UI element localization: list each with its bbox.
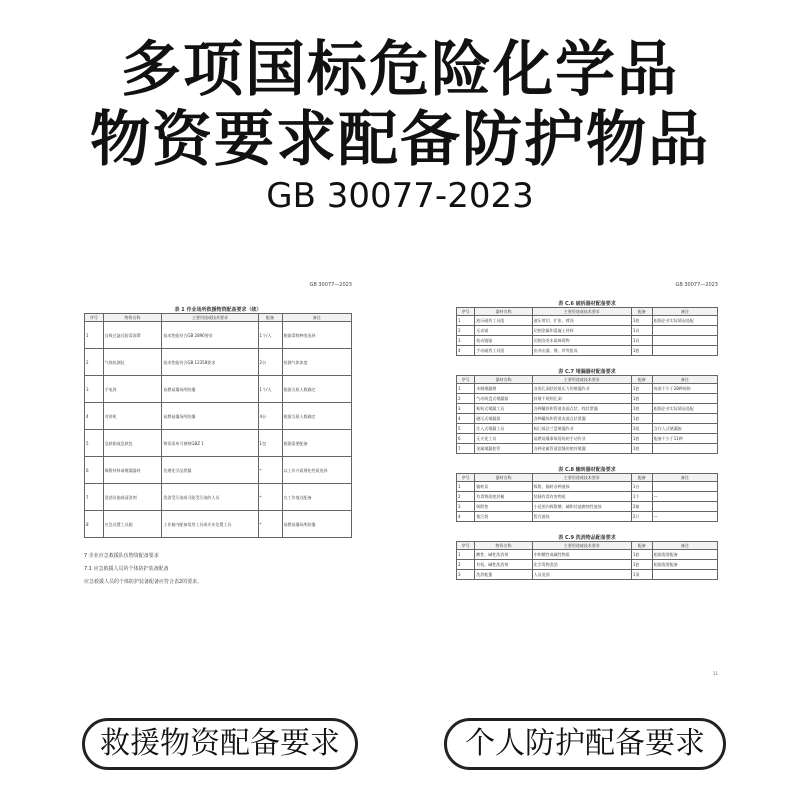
right-table-caption: 表 C.6 破拆器材配备要求 [558,301,616,307]
right-table-caption: 表 C.8 输转器材配备要求 [558,467,616,473]
table-row [457,550,718,560]
title-line-1: 多项国标危险化学品 [121,35,679,105]
table-cell: 检测气体浓度 [282,349,351,376]
table-header-cell: 主要用途或技术要求 [532,474,631,482]
table-cell: 注入式堵漏工具 [475,424,532,434]
table-cell: 物资清单可参照GBZ 1 [162,430,258,457]
table-cell: 1 [457,384,475,394]
table-cell: 吸附垫 [475,502,532,512]
table-cell: 2 [457,560,475,570]
table-cell: 根据当班人数确定 [282,376,351,403]
right-table-caption: 表 C.9 洗消物品配备要求 [558,535,616,541]
table-cell [652,502,717,512]
table-cell [652,482,717,492]
table-row [457,482,718,492]
table-cell: 技术性能符合GB 2890要求 [162,322,258,349]
table-header-cell: 器材名称 [475,376,532,384]
table-cell: 2只 [631,512,652,522]
table-cell: 8 [85,511,104,538]
table-cell: 4 [457,346,475,356]
table-cell: 每套不少于28种规格 [652,384,717,394]
table-header-cell: 物资名称 [103,314,162,322]
table-header-cell: 序号 [457,474,475,482]
right-page-number: 11 [712,671,718,676]
table-row [457,404,718,414]
table-cell: 4 [85,403,104,430]
table-cell: * [258,457,282,484]
table-cell: 6 [457,434,475,444]
table-cell: 洗消受污染或可能受污染的人员 [162,484,258,511]
table-cell: 对讲机 [103,403,162,430]
table-row [457,394,718,404]
left-table [84,313,352,538]
table-cell: 7 [457,444,475,454]
table-row [85,376,352,403]
table-header-cell: 主要用途或技术要求 [532,308,631,316]
table-row [85,511,352,538]
table-header-cell: 备注 [652,542,717,550]
table-cell: 1 [457,316,475,326]
table-cell: 1套 [631,550,652,560]
table-cell: 1套 [631,444,652,454]
table-cell: 2箱 [631,502,652,512]
table-header-cell: 备注 [282,314,351,322]
table-row [457,414,718,424]
table-cell: 输转泵 [475,482,532,492]
table-row [457,316,718,326]
table-cell: 1顶 [631,570,652,580]
table-cell: 无火花工具 [475,434,532,444]
table-cell: 1套 [631,384,652,394]
table-row [457,434,718,444]
table-cell: 有毒物质密封桶 [475,492,532,502]
table-row [457,326,718,336]
table-cell: 易燃易爆场所防爆 [162,403,258,430]
personal-protection-label: 个人防护配备要求 [444,718,726,770]
right-document-page [452,278,722,678]
table-cell: 5 [85,430,104,457]
table-header-cell: 备注 [652,474,717,482]
left-section-text: 应急救援人员的个体防护装备配备应符合表2的要求。 [84,579,203,585]
table-cell: 2 [457,326,475,336]
table-row [85,430,352,457]
table-cell: 无齿锯 [475,326,532,336]
table-row [457,444,718,454]
table-header-cell: 主要用途或技术要求 [162,314,258,322]
table-cell: 有机、碱性洗消剂 [475,560,532,570]
table-cell: 处理化学品泄漏 [162,457,258,484]
table-cell: 1具 [631,336,652,346]
table-cell: 1套 [631,414,652,424]
right-page-header: GB 30077—2023 [675,282,718,288]
table-cell: 1组 [631,424,652,434]
table-cell: 4 [457,414,475,424]
left-page-header: GB 30077—2023 [309,282,352,288]
left-table-caption: 表 1 作业场所救援物资配备要求（续） [174,307,262,313]
table-header-cell: 器材名称 [475,308,532,316]
table-row [457,570,718,580]
table-cell: 切割各类木质障碍物 [532,336,631,346]
left-section-subtitle: 7.1 应急救援人员的个体防护装备配备 [84,566,169,572]
table-row [85,457,352,484]
table-cell: 1 [457,550,475,560]
table-cell: 易燃易爆事故现场的手动作业 [532,434,631,444]
table-cell: 根据企业实际情况选配 [652,316,717,326]
table-cell: 1 [85,322,104,349]
right-table [456,307,718,356]
table-cell: 1套 [631,346,652,356]
table-cell: 气动吸盘式堵漏器 [475,394,532,404]
table-cell: 4 [457,512,475,522]
left-document-page [80,278,356,678]
right-table-caption: 表 C.7 堵漏器材配备要求 [558,369,616,375]
table-cell: 各种金属管道裂缝的密封堵漏 [532,444,631,454]
table-header-cell: 主要用途或技术要求 [532,542,631,550]
table-cell: 根据需要配备 [282,430,351,457]
table-cell: 3 [457,570,475,580]
table-cell: 暂存液体 [532,512,631,522]
table-header-cell: 序号 [457,376,475,384]
table-cell: 机动链锯 [475,336,532,346]
table-cell: * [258,484,282,511]
table-header-cell: 器材名称 [475,474,532,482]
table-cell [652,336,717,346]
table-cell: — [652,512,717,522]
table-row [457,512,718,522]
table-cell: 2 [457,492,475,502]
table-cell: 2 [85,349,104,376]
table-cell: 易燃易爆场所防爆 [162,376,258,403]
table-cell: 液压剪切、扩张、撑顶 [532,316,631,326]
table-cell: 液压破拆工具组 [475,316,532,326]
title-line-2: 物资要求配备防护物品 [90,105,710,175]
table-cell: 急救箱或急救包 [103,430,162,457]
table-cell: 工作箱内配备常用工具或专业处置工具 [162,511,258,538]
table-cell [652,570,717,580]
table-cell: 2台 [258,349,282,376]
table-cell: 1具 [631,326,652,336]
table-cell: 1个 [631,492,652,502]
table-cell: 根据当班人数确定 [282,403,351,430]
table-cell: 1 [457,482,475,492]
table-cell: 气体检测仪 [103,349,162,376]
table-cell: 各类孔洞状较低压力的堵漏作业 [532,384,631,394]
table-cell: 3 [85,376,104,403]
table-cell: 易燃易爆场所防爆 [282,511,351,538]
table-row [457,424,718,434]
table-cell: 磁压式堵漏器 [475,414,532,424]
right-table [456,375,718,454]
table-header-cell: 配备 [631,376,652,384]
table-cell: 吸附、输转各种液体 [532,482,631,492]
table-cell: 3 [457,404,475,414]
table-header-cell: 物资名称 [475,542,532,550]
table-cell: 在工作地点配备 [282,484,351,511]
table-header-cell: 备注 [652,376,717,384]
table-row [85,349,352,376]
table-cell: 自吸过滤式防毒面罩 [103,322,162,349]
table-cell: 金属堵漏套管 [475,444,532,454]
table-header-cell: 配备 [631,474,652,482]
table-cell: 3 [457,336,475,346]
table-cell [652,326,717,336]
table-cell: 装载有毒有害物质 [532,492,631,502]
table-header-cell: 配备 [631,308,652,316]
table-cell: 1个/人 [258,322,282,349]
table-cell: 洗消帐篷 [475,570,532,580]
table-cell: 中和酸性或碱性物质 [532,550,631,560]
table-cell: 人员洗消 [532,570,631,580]
table-cell: 切割金属和混凝土材料 [532,326,631,336]
table-cell: 手动破拆工具组 [475,346,532,356]
table-header-cell: 序号 [85,314,104,322]
table-header-cell: 序号 [457,308,475,316]
table-cell: 7 [85,484,104,511]
table-cell: 1套 [631,404,652,414]
table-cell: 小范围内吸附酸、碱和其他腐蚀性液体 [532,502,631,512]
table-cell: 封堵不规则孔洞 [532,394,631,404]
table-cell: 1个/人 [258,376,282,403]
table-cell: 应急处置工具箱 [103,511,162,538]
table-row [457,384,718,394]
table-cell: 含注入式堵漏胶 [652,424,717,434]
table-row [457,346,718,356]
table-header-cell: 配备 [631,542,652,550]
table-header-cell: 主要用途或技术要求 [532,376,631,384]
table-cell: 配备不少于11种 [652,434,717,444]
table-cell: 阀门或法兰盘堵漏作业 [532,424,631,434]
right-table [456,541,718,580]
table-cell: 粘贴式堵漏工具 [475,404,532,414]
table-cell: 1套 [631,560,652,570]
table-cell: 由冲击器、锤、斧等组成 [532,346,631,356]
table-cell: 1台 [631,482,652,492]
table-row [457,560,718,570]
table-cell: 洗消设施或清洗剂 [103,484,162,511]
table-cell: 技术性能符合GB 12358要求 [162,349,258,376]
table-cell: 手电筒 [103,376,162,403]
right-table [456,473,718,522]
table-cell [652,414,717,424]
table-row [457,492,718,502]
table-cell: — [652,492,717,502]
table-header-cell: 配备 [258,314,282,322]
table-header-cell: 序号 [457,542,475,550]
table-cell: 酸性、碱性洗消剂 [475,550,532,560]
table-cell: 根据毒物种类选择 [282,322,351,349]
table-cell: 4台 [258,403,282,430]
table-header-cell: 备注 [652,308,717,316]
table-cell: 3 [457,502,475,512]
table-cell: 6 [85,457,104,484]
table-cell: 集污袋 [475,512,532,522]
table-cell: 1套 [631,394,652,404]
table-row [457,502,718,512]
rescue-supplies-label: 救援物资配备要求 [82,718,358,770]
table-cell: 5 [457,424,475,434]
table-cell: 根据需要配备 [652,550,717,560]
table-cell: 1包 [258,430,282,457]
table-row [85,322,352,349]
standard-number: GB 30077-2023 [266,176,534,216]
table-cell: 各种罐体和管道表面点状、线状泄漏 [532,404,631,414]
table-cell: 根据企业实际情况选配 [652,404,717,414]
table-cell: 化学毒物洗消 [532,560,631,570]
table-row [85,403,352,430]
table-row [85,484,352,511]
table-cell: 吸附材料或堵漏器材 [103,457,162,484]
table-cell: 2 [457,394,475,404]
table-cell: * [258,511,282,538]
table-cell: 木制堵漏楔 [475,384,532,394]
table-cell: 以工作介质理化性质选择 [282,457,351,484]
left-section-title: 7 企业应急救援队伍物资配备要求 [84,553,159,559]
table-cell [652,346,717,356]
table-row [457,336,718,346]
table-cell: 各种罐体和管道表面点状泄漏 [532,414,631,424]
table-cell: 1套 [631,434,652,444]
table-cell: 1套 [631,316,652,326]
table-cell [652,444,717,454]
table-cell: 根据需要配备 [652,560,717,570]
table-cell [652,394,717,404]
